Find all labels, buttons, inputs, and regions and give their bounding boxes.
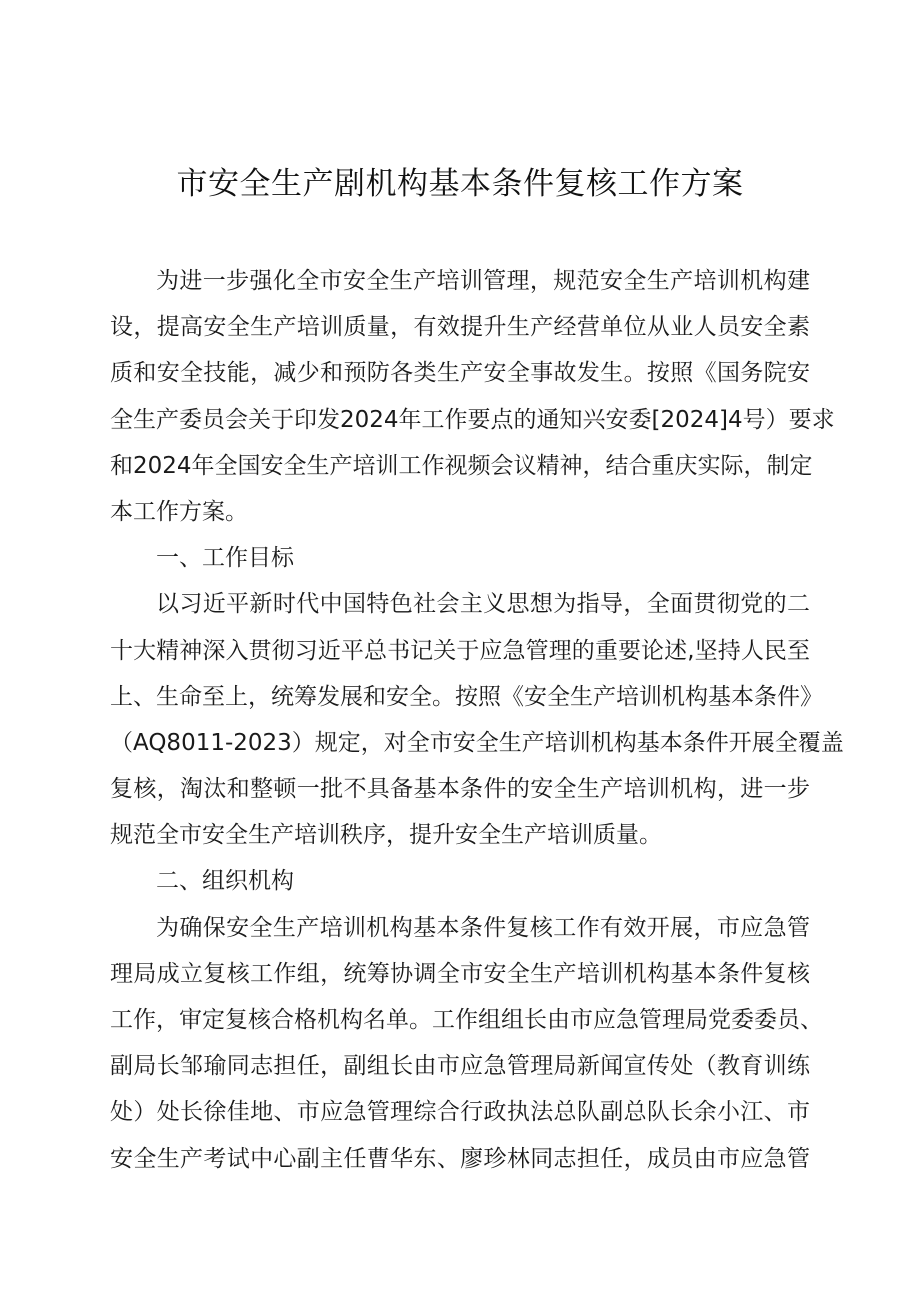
paragraph-line: 设，提高安全生产培训质量，有效提升生产经营单位从业人员安全素 — [110, 314, 810, 341]
paragraph-line: 本工作方案。 — [110, 498, 248, 525]
paragraph-line: 和2024年全国安全生产培训工作视频会议精神，结合重庆实际，制定 — [110, 452, 813, 479]
paragraph-line: 以习近平新时代中国特色社会主义思想为指导，全面贯彻党的二 — [156, 591, 810, 618]
paragraph-line: 为确保安全生产培训机构基本条件复核工作有效开展，市应急管 — [156, 914, 810, 941]
paragraph-line: 为进一步强化全市安全生产培训管理，规范安全生产培训机构建 — [156, 268, 810, 294]
paragraph-line: 全生产委员会关于印发2024年工作要点的通知兴安委[2024]4号）要求 — [110, 406, 835, 433]
paragraph-line: 安全生产考试中心副主任曹华东、廖珍林同志担任，成员由市应急管 — [110, 1145, 810, 1172]
section-heading: 一、工作目标 — [156, 545, 294, 572]
paragraph-line: 规范全市安全生产培训秩序，提升安全生产培训质量。 — [110, 822, 662, 849]
section-heading: 二、组织机构 — [156, 868, 294, 895]
paragraph-line: 质和安全技能，减少和预防各类生产安全事故发生。按照《国务院安 — [110, 360, 810, 387]
paragraph-line: 工作，审定复核合格机构名单。工作组组长由市应急管理局党委委员、 — [110, 1007, 823, 1033]
paragraph-line: （AQ8011-2023）规定，对全市安全生产培训机构基本条件开展全覆盖 — [110, 729, 844, 756]
paragraph-line: 上、生命至上，统筹发展和安全。按照《安全生产培训机构基本条件》 — [110, 683, 823, 710]
paragraph-line: 十大精神深入贯彻习近平总书记关于应急管理的重要论述,坚持人民至 — [110, 637, 810, 664]
document-body — [110, 258, 844, 1182]
paragraph-line: 复核，淘汰和整顿一批不具备基本条件的安全生产培训机构，进一步 — [110, 776, 810, 803]
paragraph-line: 处）处长徐佳地、市应急管理综合行政执法总队副总队长余小江、市 — [110, 1099, 810, 1126]
paragraph-line: 理局成立复核工作组，统筹协调全市安全生产培训机构基本条件复核 — [110, 960, 810, 987]
paragraph-line: 副局长邹瑜同志担任，副组长由市应急管理局新闻宣传处（教育训练 — [110, 1053, 810, 1080]
document-title: 市安全生产剧机构基本条件复核工作方案 — [176, 166, 744, 202]
